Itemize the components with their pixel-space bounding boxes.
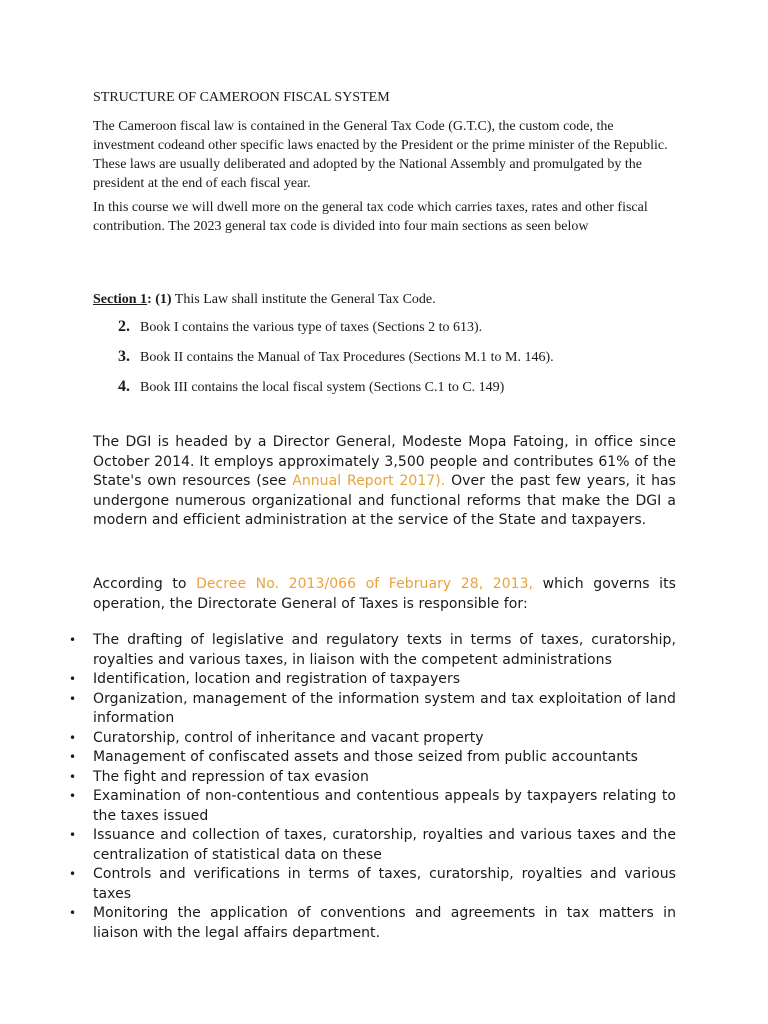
book-list-item [118, 317, 482, 337]
book-number: 4. [118, 378, 130, 395]
list-item: • Monitoring the application of conventions and agreements in tax matters in liaison with the legal affairs department. [60, 904, 676, 943]
book-text: Book II contains the Manual of Tax Procedures (Sections M.1 to M. 146). [140, 350, 554, 365]
list-item: • Controls and verifications in terms of taxes, curatorship, royalties and various taxes [60, 865, 676, 904]
responsibilities-list [60, 631, 676, 943]
intro-paragraph: The Cameroon fiscal law is contained in the General Tax Code (G.T.C), the custom code, the investment codeand other specific laws enacted by the President or the prime minister of the Republic. These laws are usually deliberated and adopted by the National Assembly and promulgated by the president at the end of each fiscal year. [93, 119, 668, 191]
section-1-heading [93, 290, 676, 309]
list-item: • Identification, location and registration of taxpayers [60, 670, 676, 690]
decree-text-after: which governs its operation, the Directorate General of Taxes is responsible for: [93, 576, 677, 612]
list-item: • Issuance and collection of taxes, curatorship, royalties and various taxes and the centralization of statistical data on these [60, 826, 676, 865]
list-item: • The fight and repression of tax evasion [60, 768, 676, 788]
list-item: • Organization, management of the information system and tax exploitation of land information [60, 690, 676, 729]
section-1-clause: (1) [155, 292, 172, 307]
book-list-item [118, 347, 554, 367]
section-1-colon: : [147, 292, 152, 307]
annual-report-link[interactable]: Annual Report 2017). [292, 473, 446, 489]
section-1-text: This Law shall institute the General Tax Code. [171, 292, 436, 307]
decree-text-before: According to [93, 576, 197, 592]
book-list-item [118, 377, 504, 397]
book-number: 2. [118, 318, 130, 335]
list-item: • The drafting of legislative and regulatory texts in terms of taxes, curatorship, royalties and various taxes, in liaison with the competent administrations [60, 631, 676, 670]
book-text: Book III contains the local fiscal system (Sections C.1 to C. 149) [140, 380, 505, 395]
book-number: 3. [118, 348, 130, 365]
document-title: STRUCTURE OF CAMEROON FISCAL SYSTEM [93, 90, 390, 105]
dgi-paragraph [93, 433, 676, 531]
dgi-text-before: The DGI is headed by a Director General, Modeste Mopa Fatoing, in office since October 2014. It employs approximately 3,500 people and contributes 61% of the State's own resources (see [93, 434, 676, 489]
dgi-text-after: Over the past few years, it has undergone numerous organizational and functional reforms that make the DGI a modern and efficient administration at the service of the State and taxpayers. [93, 473, 676, 528]
decree-link[interactable]: Decree No. 2013/066 of February 28, 2013, [196, 576, 534, 592]
list-item: • Curatorship, control of inheritance and vacant property [60, 729, 676, 749]
book-text: Book I contains the various type of taxes (Sections 2 to 613). [140, 320, 483, 335]
section-1-label: Section 1 [93, 292, 148, 307]
course-paragraph: In this course we will dwell more on the general tax code which carries taxes, rates and other fiscal contribution. The 2023 general tax code is divided into four main sections as seen below [93, 200, 648, 234]
decree-paragraph [93, 575, 676, 614]
list-item: • Examination of non-contentious and contentious appeals by taxpayers relating to the taxes issued [60, 787, 676, 826]
list-item: • Management of confiscated assets and those seized from public accountants [60, 748, 676, 768]
